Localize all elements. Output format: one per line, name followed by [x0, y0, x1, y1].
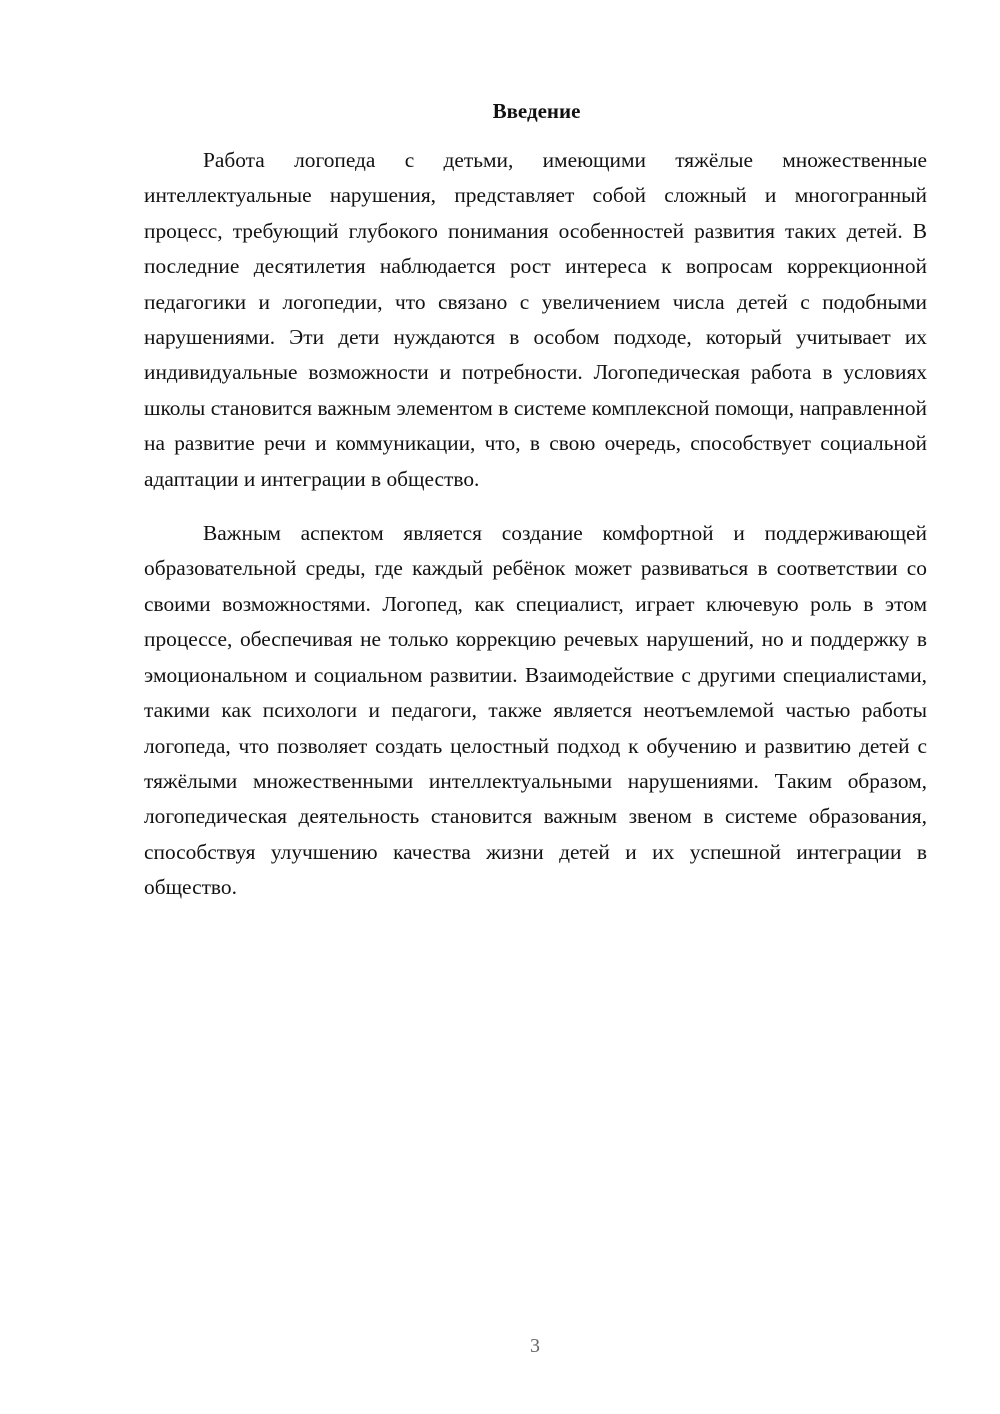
section-title: Введение [492, 99, 581, 123]
paragraph-2: Важным аспектом является создание комфортной и поддерживающей образовательной среды, где каждый ребёнок может развиваться в соответствии со своими возможностями. Логопед, как специалист, играет ключевую роль в этом процессе, обеспечивая не только коррекцию речевых нарушений, но и поддержку в эмоциональном и социальном развитии. Взаимодействие с другими специалистами, такими как психологи и педагоги, также является неотъемлемой частью работы логопеда, что позволяет создать целостный подход к обучению и развитию детей с тяжёлыми множественными интеллектуальными нарушениями. Таким образом, логопедическая деятельность становится важным звеном в системе образования, способствуя улучшению качества жизни детей и их успешной интеграции в общество. [144, 521, 927, 900]
page-body [144, 96, 927, 906]
paragraph-1: Работа логопеда с детьми, имеющими тяжёлые множественные интеллектуальные нарушения, представляет собой сложный и многогранный процесс, требующий глубокого понимания особенностей развития таких детей. В последние десятилетия наблюдается рост интереса к вопросам коррекционной педагогики и логопедии, что связано с увеличением числа детей с подобными нарушениями. Эти дети нуждаются в особом подходе, который учитывает их индивидуальные возможности и потребности. Логопедическая работа в условиях школы становится важным элементом в системе комплексной помощи, направленной на развитие речи и коммуникации, что, в свою очередь, способствует социальной адаптации и интеграции в общество. [144, 148, 927, 491]
page-number: 3 [530, 1335, 540, 1357]
